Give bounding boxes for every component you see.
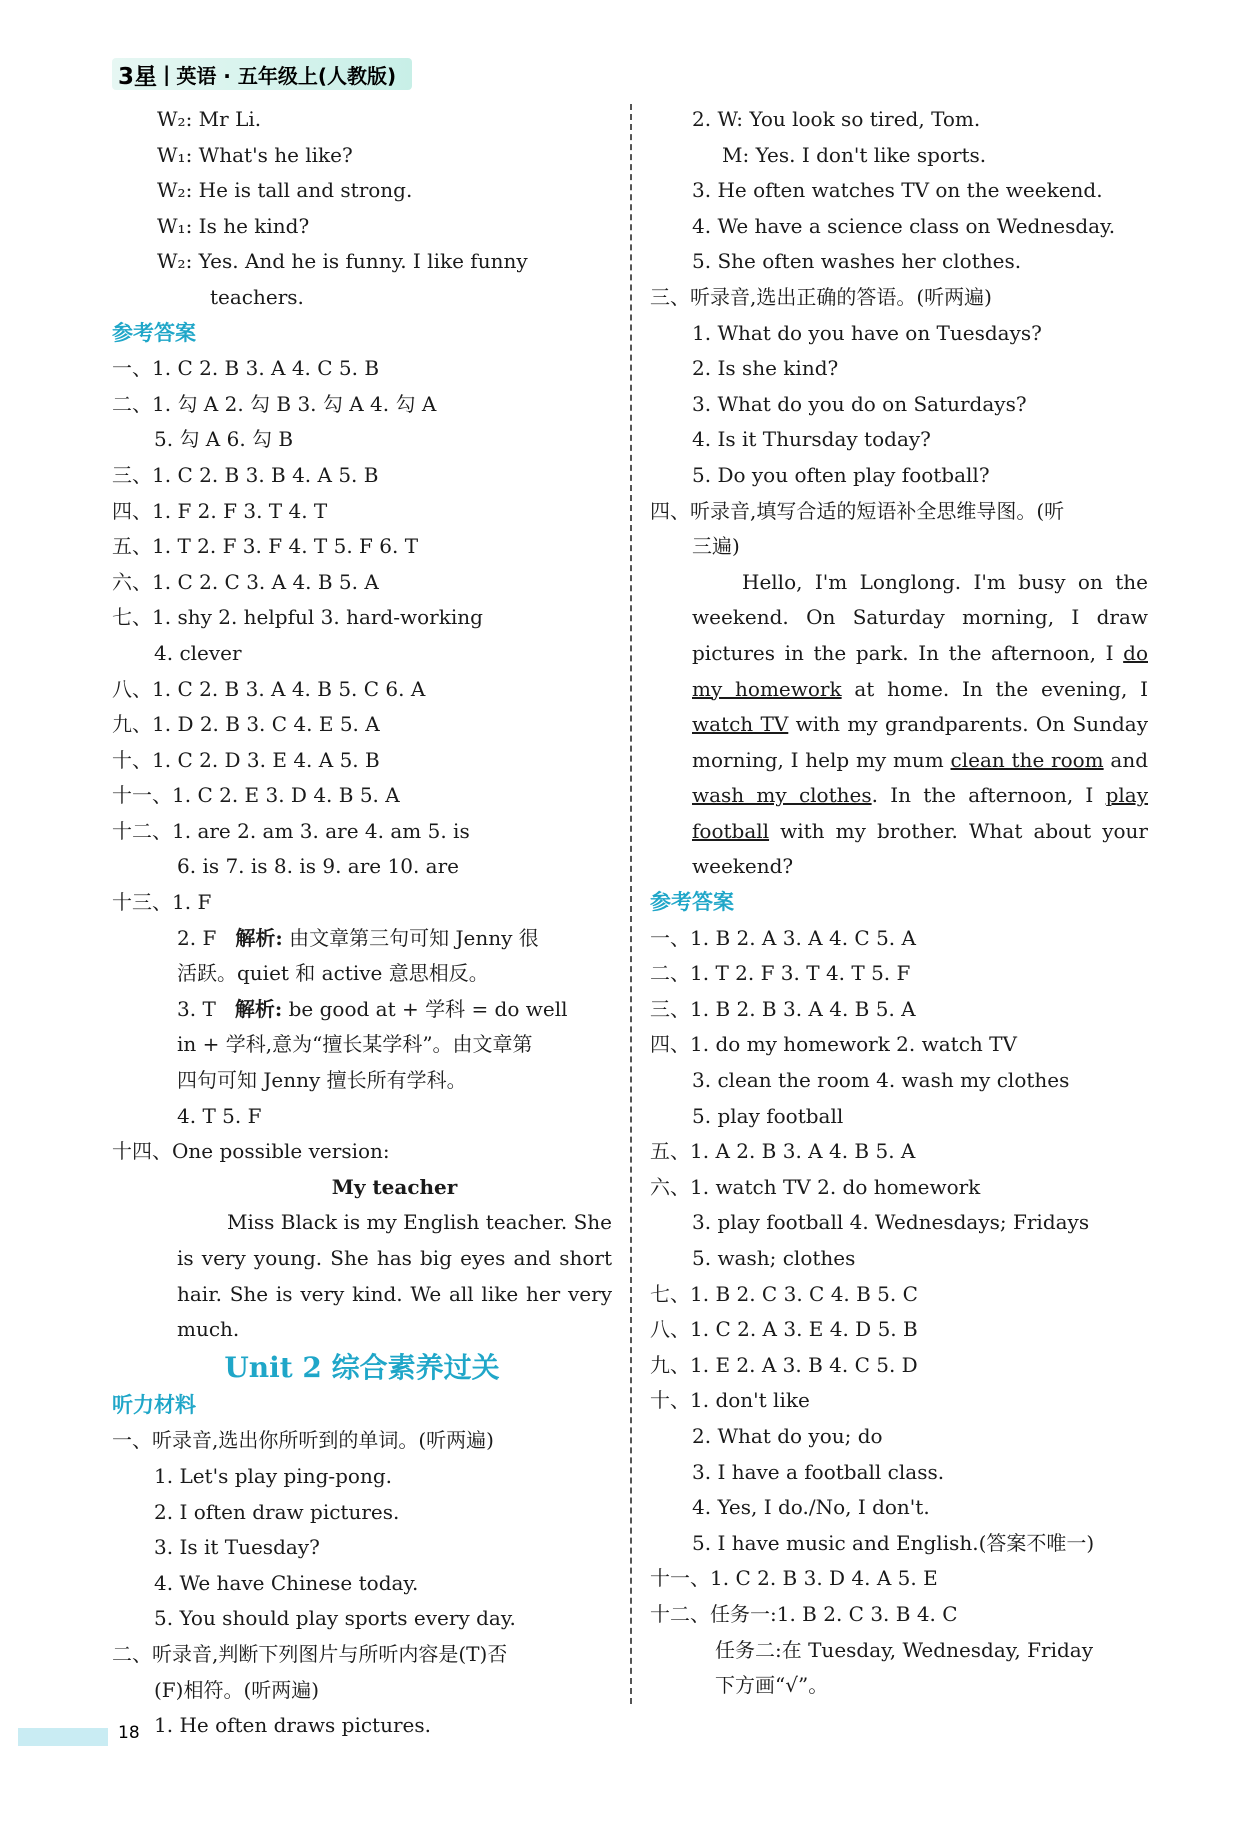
listening-line: M: Yes. I don't like sports. [722, 142, 987, 167]
answer-line: 6. is 7. is 8. is 9. are 10. are [177, 854, 459, 879]
answer-line: 七、1. B 2. C 3. C 4. B 5. C [650, 1281, 918, 1306]
listening-line: 三遍) [692, 534, 740, 559]
answer-line: 5. I have music and English.(答案不唯一) [692, 1530, 1095, 1555]
listening-line: 2. W: You look so tired, Tom. [692, 107, 981, 131]
dialog-line: W₂: He is tall and strong. [157, 178, 413, 203]
answer-line: 5. wash; clothes [692, 1246, 856, 1270]
answer-line: 二、1. T 2. F 3. T 4. T 5. F [650, 961, 911, 986]
listening-line: 4. We have a science class on Wednesday. [692, 213, 1116, 238]
answer-line: 三、1. B 2. B 3. A 4. B 5. A [650, 996, 916, 1021]
dialog-line: W₁: What's he like? [157, 142, 353, 167]
answer-line: 十一、1. C 2. B 3. D 4. A 5. E [650, 1566, 938, 1591]
answer-line: 四、1. F 2. F 3. T 4. T [112, 498, 328, 523]
q13-3-text: be good at + 学科 = do well [288, 996, 568, 1021]
listening-line: 四、听录音,填写合适的短语补全思维导图。(听 [650, 498, 1065, 523]
listening-line: 1. He often draws pictures. [154, 1713, 431, 1738]
q13-2-text: 由文章第三句可知 Jenny 很 [289, 925, 539, 950]
listening-line: 4. We have Chinese today. [154, 1570, 419, 1595]
passage-underlined: clean the room [950, 747, 1104, 772]
essay-paragraph: Miss Black is my English teacher. She is very young. She has big eyes and short hair. She is very kind. We all like her very much. [177, 1210, 612, 1342]
answer-line: 3. play football 4. Wednesdays; Fridays [692, 1210, 1090, 1235]
answer-line: 十、1. don't like [650, 1388, 810, 1413]
answer-line: 任务二:在 Tuesday, Wednesday, Friday [715, 1637, 1093, 1662]
answer-line: 5. 勾 A 6. 勾 B [154, 427, 294, 452]
answer-line: 八、1. C 2. B 3. A 4. B 5. C 6. A [112, 676, 426, 701]
answer-line: 四、1. do my homework 2. watch TV [650, 1032, 1017, 1057]
listening-line: 2. Is she kind? [692, 356, 839, 381]
listening-line: 三、听录音,选出正确的答语。(听两遍) [650, 284, 992, 309]
answers-heading: 参考答案 [650, 890, 734, 915]
answer-line: 3. clean the room 4. wash my clothes [692, 1068, 1070, 1093]
listening-passage [650, 565, 1148, 885]
listening-line: 5. You should play sports every day. [154, 1606, 516, 1631]
answer-line: 三、1. C 2. B 3. B 4. A 5. B [112, 462, 379, 487]
answer-line: 九、1. E 2. A 3. B 4. C 5. D [650, 1352, 918, 1377]
answer-line: 3. I have a football class. [692, 1459, 945, 1484]
answer-line: 4. Yes, I do./No, I don't. [692, 1495, 930, 1520]
listening-line: 1. Let's play ping-pong. [154, 1463, 393, 1488]
passage-text: and [1103, 747, 1148, 772]
answer-line: 六、1. C 2. C 3. A 4. B 5. A [112, 569, 379, 594]
answers-heading: 参考答案 [112, 320, 196, 345]
page-header [112, 58, 412, 90]
answer-line: 下方画“√”。 [715, 1673, 829, 1698]
q13-2-continued: 活跃。quiet 和 active 意思相反。 [177, 961, 489, 986]
q14-line: 十四、One possible version: [112, 1139, 390, 1164]
header-separator: | [163, 62, 171, 86]
essay-title: My teacher [331, 1174, 458, 1199]
answer-line: 八、1. C 2. A 3. E 4. D 5. B [650, 1317, 918, 1342]
right-column [650, 102, 1148, 1704]
q13-rest: 4. T 5. F [177, 1103, 262, 1128]
listening-line: 1. What do you have on Tuesdays? [692, 320, 1042, 345]
passage-underlined: watch TV [692, 712, 789, 737]
passage-text: Hello, I'm Longlong. I'm busy on the weekend. On Saturday morning, I draw pictures in the park. In the afternoon, I [692, 569, 1148, 665]
listening-line: 3. What do you do on Saturdays? [692, 391, 1027, 416]
listening-line: 3. Is it Tuesday? [154, 1535, 320, 1560]
q13-3-answer: 3. T [177, 996, 216, 1021]
answer-line: 4. clever [154, 640, 242, 665]
page-number: 18 [118, 1723, 140, 1743]
passage-underlined: play football [692, 783, 1149, 843]
answer-line: 一、1. B 2. A 3. A 4. C 5. A [650, 925, 916, 950]
q13-item-3 [112, 992, 612, 1028]
answer-line: 六、1. watch TV 2. do homework [650, 1174, 981, 1199]
listening-line: 5. Do you often play football? [692, 462, 990, 487]
answer-line: 五、1. T 2. F 3. F 4. T 5. F 6. T [112, 534, 419, 559]
listening-line: (F)相符。(听两遍) [154, 1677, 320, 1702]
brand-label: 3星 [118, 63, 158, 90]
passage-text: at home. In the evening, I [841, 676, 1148, 701]
column-divider [630, 104, 632, 1704]
answer-line: 二、1. 勾 A 2. 勾 B 3. 勾 A 4. 勾 A [112, 391, 437, 416]
subject-label: 英语 · 五年级上(人教版) [176, 63, 397, 88]
q13-3-continued: in + 学科,意为“擅长某学科”。由文章第 [177, 1032, 533, 1057]
unit-title: Unit 2 综合素养过关 [224, 1350, 500, 1384]
passage-text: with my brother. What about your weekend? [692, 818, 1148, 879]
q13-3-continued: 四句可知 Jenny 擅长所有学科。 [177, 1068, 467, 1093]
q13-3-key: 解析: [234, 996, 283, 1021]
listening-line: 2. I often draw pictures. [154, 1499, 400, 1524]
listening-line: 5. She often washes her clothes. [692, 249, 1022, 274]
dialog-line: W₂: Yes. And he is funny. I like funny [157, 249, 528, 274]
answer-line: 十、1. C 2. D 3. E 4. A 5. B [112, 747, 380, 772]
answer-line: 十三、1. F [112, 890, 212, 915]
passage-underlined: wash my clothes [692, 783, 872, 808]
answer-line: 七、1. shy 2. helpful 3. hard-working [112, 605, 483, 630]
footer-bar [18, 1728, 108, 1746]
answer-line: 一、1. C 2. B 3. A 4. C 5. B [112, 356, 380, 381]
answer-line: 十二、1. are 2. am 3. are 4. am 5. is [112, 818, 470, 843]
dialog-line: W₁: Is he kind? [157, 213, 310, 238]
answer-line: 十二、任务一:1. B 2. C 3. B 4. C [650, 1601, 958, 1626]
listening-line: 4. Is it Thursday today? [692, 427, 931, 452]
left-column [112, 102, 612, 1744]
answer-line: 2. What do you; do [692, 1423, 883, 1448]
passage-underlined: do my homework [692, 640, 1148, 701]
answer-line: 5. play football [692, 1103, 844, 1128]
listening-line: 一、听录音,选出你所听到的单词。(听两遍) [112, 1428, 494, 1453]
listening-line: 二、听录音,判断下列图片与所听内容是(T)否 [112, 1641, 508, 1666]
listening-heading: 听力材料 [112, 1392, 196, 1417]
dialog-line: teachers. [210, 284, 304, 309]
q13-2-key: 解析: [235, 925, 283, 950]
answer-line: 十一、1. C 2. E 3. D 4. B 5. A [112, 783, 400, 808]
q13-2-answer: 2. F [177, 925, 217, 950]
q13-item-2 [112, 921, 612, 957]
answer-line: 五、1. A 2. B 3. A 4. B 5. A [650, 1139, 916, 1164]
passage-text: with my grandparents. On Sunday morning, I help my mum [692, 712, 1148, 772]
answer-line: 九、1. D 2. B 3. C 4. E 5. A [112, 712, 380, 737]
dialog-line: W₂: Mr Li. [157, 107, 262, 131]
passage-text: . In the afternoon, I [871, 783, 1106, 808]
listening-line: 3. He often watches TV on the weekend. [692, 178, 1103, 203]
